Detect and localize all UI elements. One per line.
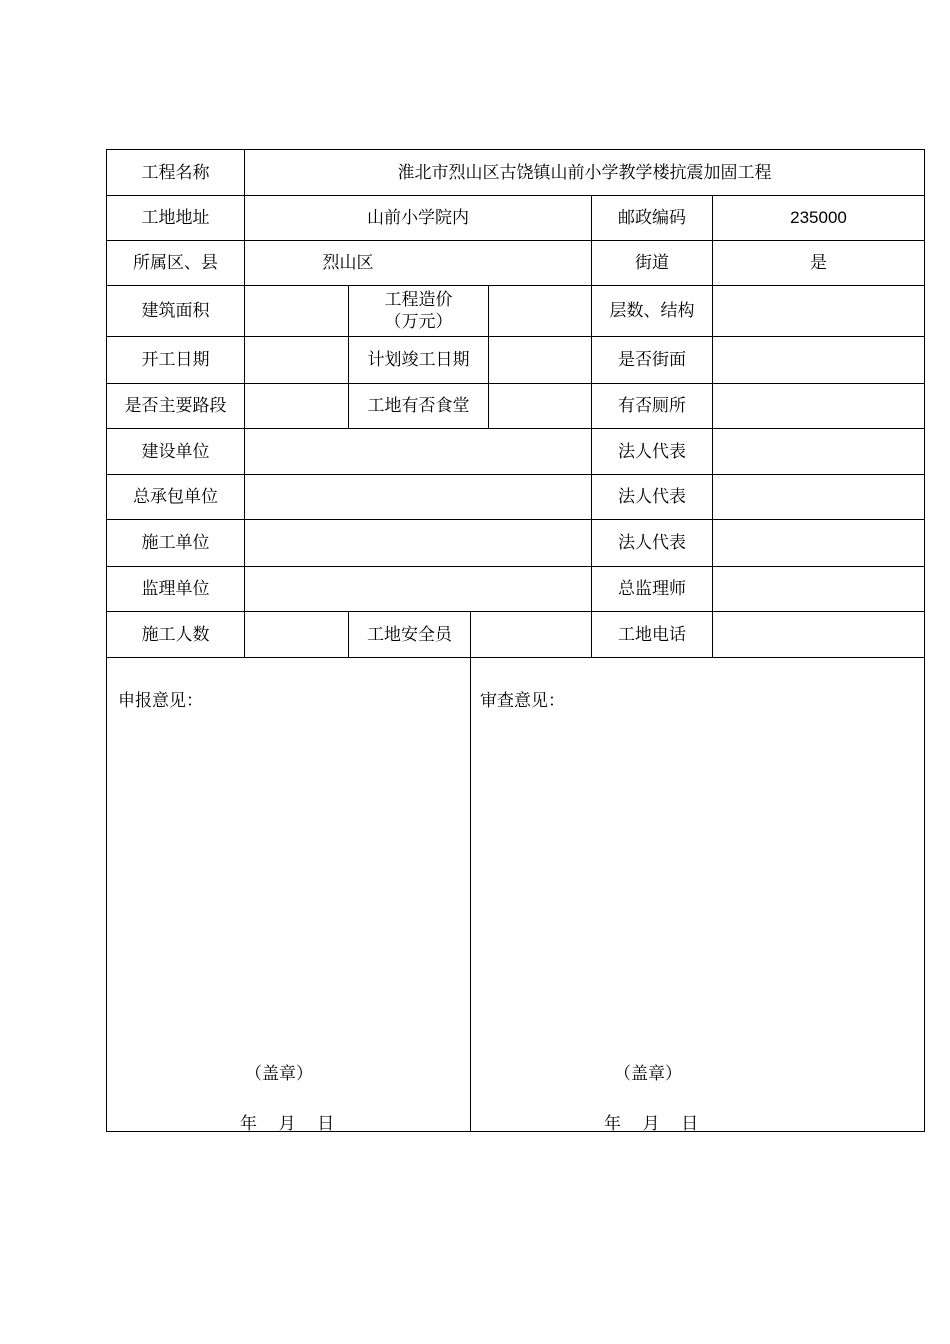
district-value: 烈山区 — [322, 253, 374, 273]
canteen-label: 工地有否食堂 — [367, 396, 470, 416]
column-divider — [470, 611, 471, 1132]
chief-supervisor-label: 总监理师 — [618, 579, 686, 599]
project-name-value: 淮北市烈山区古饶镇山前小学教学楼抗震加固工程 — [397, 162, 772, 183]
street-label: 街道 — [635, 253, 669, 273]
project-cost-label-line2: （万元） — [384, 312, 453, 332]
site-address-value: 山前小学院内 — [367, 208, 469, 228]
postal-code-label: 邮政编码 — [618, 208, 686, 228]
postal-code-value: 235000 — [790, 208, 847, 227]
planned-finish-date-label: 计划竣工日期 — [367, 350, 470, 370]
review-opinion-label: 审查意见： — [480, 691, 565, 711]
district-label: 所属区、县 — [133, 253, 218, 273]
safety-officer-label: 工地安全员 — [367, 624, 452, 645]
general-contractor-label: 总承包单位 — [133, 487, 218, 507]
column-divider — [488, 285, 489, 428]
row-divider — [106, 657, 925, 658]
main-road-label: 是否主要路段 — [124, 396, 227, 416]
project-cost-label-line1: 工程造价 — [384, 290, 453, 310]
general-contractor-rep-label: 法人代表 — [618, 487, 686, 507]
builder-label: 建设单位 — [141, 441, 210, 462]
construction-unit-label: 施工单位 — [141, 533, 210, 553]
builder-rep-label: 法人代表 — [618, 441, 686, 462]
street-value: 是 — [810, 253, 827, 273]
project-cost-label — [349, 286, 488, 336]
start-date-label: 开工日期 — [141, 350, 210, 370]
supervision-unit-label: 监理单位 — [141, 579, 210, 599]
building-area-label: 建筑面积 — [141, 301, 210, 321]
site-phone-label: 工地电话 — [618, 624, 686, 645]
apply-opinion-label: 申报意见： — [118, 691, 203, 711]
street-facing-label: 是否街面 — [618, 350, 686, 370]
site-address-label: 工地地址 — [141, 208, 210, 228]
table-border-bottom — [106, 1131, 925, 1132]
worker-count-label: 施工人数 — [141, 624, 210, 645]
project-name-label: 工程名称 — [141, 162, 210, 183]
toilet-label: 有否厕所 — [618, 396, 686, 416]
apply-date-text: 年 月 日 — [240, 1114, 335, 1134]
floors-structure-label: 层数、结构 — [609, 301, 695, 321]
construction-rep-label: 法人代表 — [618, 533, 686, 553]
apply-seal-text: （盖章） — [245, 1064, 313, 1084]
table-border-right — [924, 149, 925, 1132]
review-date-text: 年 月 日 — [604, 1114, 699, 1134]
review-seal-text: （盖章） — [614, 1064, 682, 1084]
